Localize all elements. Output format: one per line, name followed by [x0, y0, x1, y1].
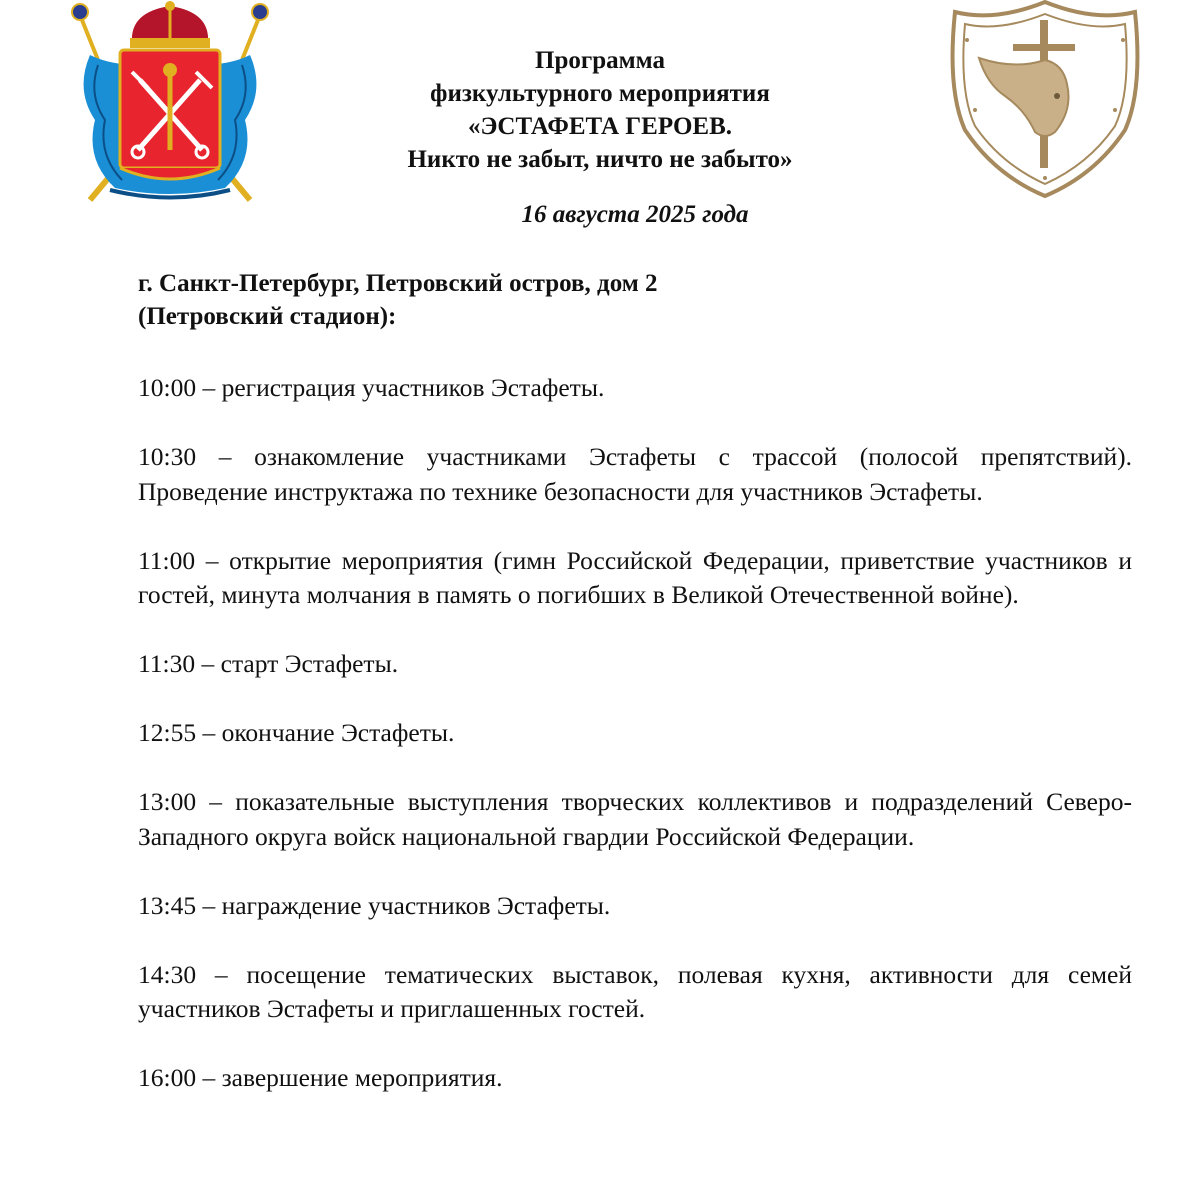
title-line-1: Программа [535, 47, 665, 74]
schedule-list [138, 371, 1132, 1096]
title-line-3: «ЭСТАФЕТА ГЕРОЕВ. [467, 113, 733, 140]
schedule-item: 12:55 – окончание Эстафеты. [138, 718, 455, 747]
schedule-item: 10:30 – ознакомление участниками Эстафеты с трассой (полосой препятствий). Проведение инструктажа по технике безопасности для участников Эстафеты. [138, 442, 1132, 506]
shield-cross-emblem-icon [945, 0, 1145, 200]
schedule-item: 11:30 – старт Эстафеты. [138, 649, 399, 678]
document-title [300, 44, 900, 176]
schedule-item: 14:30 – посещение тематических выставок, полевая кухня, активности для семей участников Эстафеты и приглашенных гостей. [138, 959, 1132, 1023]
address-line-2: (Петровский стадион): [138, 303, 397, 330]
coat-of-arms-icon [70, 0, 270, 205]
title-line-2: физкультурного мероприятия [430, 80, 770, 107]
schedule-item: 13:45 – награждение участников Эстафеты. [138, 890, 611, 920]
title-line-4: Никто не забыт, ничто не забыто» [407, 146, 793, 173]
address-line-1: г. Санкт-Петербург, Петровский остров, дом 2 [138, 270, 658, 297]
schedule-item: 11:00 – открытие мероприятия (гимн Российской Федерации, приветствие участников и гостей, минута молчания в память о погибших в Великой Отечественной войне). [138, 545, 1132, 609]
event-date: 16 августа 2025 года [521, 201, 749, 228]
event-address [138, 267, 1133, 333]
schedule-item: 16:00 – завершение мероприятия. [138, 1063, 503, 1092]
schedule-item: 13:00 – показательные выступления творческих коллективов и подразделений Северо-Западного округа войск национальной гвардии Российской Федерации. [138, 787, 1132, 851]
schedule-item: 10:00 – регистрация участников Эстафеты. [138, 373, 605, 402]
